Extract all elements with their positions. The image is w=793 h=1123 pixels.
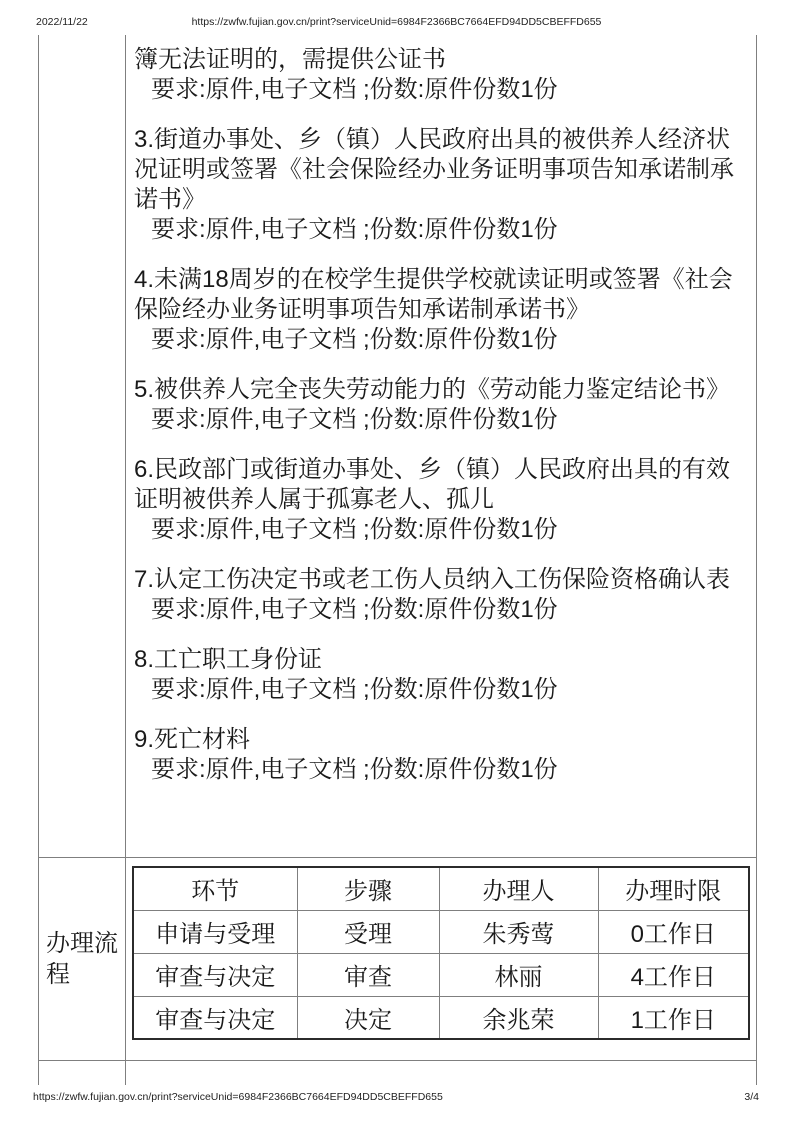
material-title: 7.认定工伤决定书或老工伤人员纳入工伤保险资格确认表 xyxy=(134,566,731,593)
materials-content-cell xyxy=(125,35,757,857)
process-table-cell: 受理 xyxy=(297,910,439,953)
process-table-row xyxy=(133,953,749,996)
process-col-header: 步骤 xyxy=(297,867,439,910)
material-title: 8.工亡职工身份证 xyxy=(134,646,323,673)
process-table-cell: 申请与受理 xyxy=(133,910,297,953)
process-table-body xyxy=(133,910,749,1039)
material-item xyxy=(134,265,740,355)
process-col-header: 办理人 xyxy=(439,867,598,910)
process-label: 办理流程 xyxy=(46,930,118,988)
material-item xyxy=(134,725,740,785)
process-table-row xyxy=(133,996,749,1039)
process-header-row xyxy=(133,867,749,910)
materials-list xyxy=(126,35,756,785)
process-col-header: 环节 xyxy=(133,867,297,910)
process-table-cell: 朱秀莺 xyxy=(439,910,598,953)
material-item xyxy=(134,375,740,435)
material-item xyxy=(134,565,740,625)
process-table-cell: 决定 xyxy=(297,996,439,1039)
footer-url: https://zwfw.fujian.gov.cn/print?serviceUnid=6984F2366BC7664EFD94DD5CBEFFD655 xyxy=(33,1091,443,1103)
process-table xyxy=(132,866,750,1040)
material-item xyxy=(134,455,740,545)
material-item xyxy=(134,125,740,245)
process-table-cell: 林丽 xyxy=(439,953,598,996)
process-table-cell: 审查 xyxy=(297,953,439,996)
material-title: 9.死亡材料 xyxy=(134,726,251,753)
print-date: 2022/11/22 xyxy=(36,16,88,28)
next-row-label-cell xyxy=(38,1061,125,1085)
process-table-cell: 0工作日 xyxy=(598,910,749,953)
material-requirement: 要求:原件,电子文档 ;份数:原件份数1份 xyxy=(151,676,558,703)
material-requirement: 要求:原件,电子文档 ;份数:原件份数1份 xyxy=(151,596,558,623)
process-table-cell: 4工作日 xyxy=(598,953,749,996)
materials-row xyxy=(38,35,757,858)
next-row-content-cell xyxy=(125,1061,757,1085)
material-requirement: 要求:原件,电子文档 ;份数:原件份数1份 xyxy=(151,326,558,353)
material-requirement: 要求:原件,电子文档 ;份数:原件份数1份 xyxy=(151,406,558,433)
material-title: 6.民政部门或街道办事处、乡（镇）人民政府出具的有效证明被供养人属于孤寡老人、孤儿 xyxy=(134,456,731,513)
process-label-cell xyxy=(38,858,125,1060)
process-content-cell xyxy=(125,858,757,1060)
process-table-row xyxy=(133,910,749,953)
material-title: 3.街道办事处、乡（镇）人民政府出具的被供养人经济状况证明或签署《社会保险经办业务证明事项告知承诺制承诺书》 xyxy=(134,126,734,213)
page-number: 3/4 xyxy=(744,1091,759,1103)
materials-label-cell xyxy=(38,35,125,857)
process-table-cell: 审查与决定 xyxy=(133,953,297,996)
material-item xyxy=(134,45,740,105)
material-requirement: 要求:原件,电子文档 ;份数:原件份数1份 xyxy=(151,76,558,103)
material-title: 簿无法证明的，需提供公证书 xyxy=(134,46,446,73)
process-table-cell: 余兆荣 xyxy=(439,996,598,1039)
next-row-partial xyxy=(38,1061,757,1085)
process-table-cell: 1工作日 xyxy=(598,996,749,1039)
process-row xyxy=(38,858,757,1061)
material-requirement: 要求:原件,电子文档 ;份数:原件份数1份 xyxy=(151,516,558,543)
process-table-cell: 审查与决定 xyxy=(133,996,297,1039)
service-detail-table xyxy=(38,35,757,1085)
header-url: https://zwfw.fujian.gov.cn/print?serviceUnid=6984F2366BC7664EFD94DD5CBEFFD655 xyxy=(191,16,602,28)
process-table-header xyxy=(133,867,749,910)
material-title: 4.未满18周岁的在校学生提供学校就读证明或签署《社会保险经办业务证明事项告知承诺制承诺书》 xyxy=(134,266,733,323)
process-col-header: 办理时限 xyxy=(598,867,749,910)
material-requirement: 要求:原件,电子文档 ;份数:原件份数1份 xyxy=(151,216,558,243)
material-requirement: 要求:原件,电子文档 ;份数:原件份数1份 xyxy=(151,756,558,783)
material-item xyxy=(134,645,740,705)
material-title: 5.被供养人完全丧失劳动能力的《劳动能力鉴定结论书》 xyxy=(134,376,731,403)
